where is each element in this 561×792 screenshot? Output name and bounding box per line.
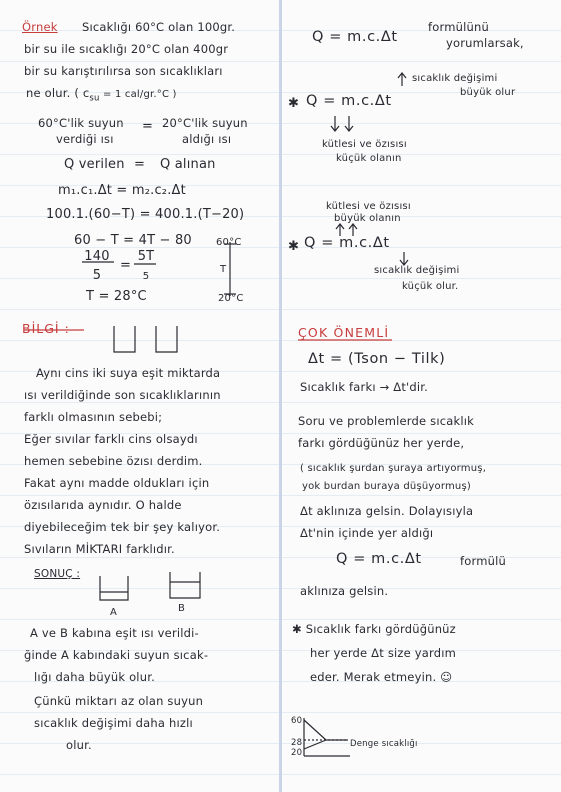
bilgi-title: BİLGİ : (22, 321, 70, 336)
fraction-denominator: 5 (92, 268, 102, 283)
sonuc-title: SONUÇ : (34, 568, 81, 580)
delta-definition: Δt = (Tson − Tilk) (308, 351, 446, 367)
temperature-graph (304, 718, 350, 756)
note-up-2: büyük olur (460, 87, 516, 98)
para-line-5: Δt aklınıza gelsin. Dolayısıyla (300, 504, 474, 518)
equation-3: 60 − T = 4T − 80 (74, 233, 192, 248)
formula-4-note: formülü (460, 554, 506, 568)
arrow-down-icon-2 (400, 252, 408, 265)
bilgi-line-2: ısı verildiğinde son sıcaklıklarının (24, 388, 221, 402)
para-line-2: farkı gördüğünüz her yerde, (298, 436, 465, 450)
given-60-line-1: 60°C'lik suyun (38, 116, 124, 130)
arrow-up-pair-icon (336, 224, 357, 236)
container-1 (114, 326, 135, 352)
ornek-label: Örnek (22, 20, 58, 34)
q-verilen: Q verilen (64, 157, 125, 172)
graph-y-label-60: 60 (291, 716, 303, 726)
q-alinan: Q alınan (160, 157, 216, 172)
bilgi-line-5: hemen sebebine özısı derdim. (24, 454, 203, 468)
star-bullet-1: ✱ (288, 96, 300, 111)
bilgi-line-9: Sıvıların MİKTARI farklıdır. (24, 542, 175, 556)
bilgi-line-3: farklı olmasının sebebi; (24, 410, 163, 424)
para-line-3: ( sıcaklık şurdan şuraya artıyormuş, (300, 463, 487, 474)
container-a (100, 576, 128, 600)
bilgi-line-4: Eğer sıvılar farklı cins olsaydı (24, 432, 198, 446)
problem-line-1: Sıcaklığı 60°C olan 100gr. (82, 20, 236, 34)
bilgi-line-7: özısılarıda aynıdır. O halde (24, 498, 182, 512)
container-2 (156, 326, 177, 352)
cok-onemli-title: ÇOK ÖNEMLİ (298, 325, 390, 340)
bilgi-line-1: Aynı cins iki suya eşit miktarda (36, 366, 221, 380)
note-top3-1: kütlesi ve özısısı (326, 201, 411, 212)
formula-note-2: yorumlarsak, (446, 36, 524, 50)
tip-line-3: eder. Merak etmeyin. ☺ (310, 670, 453, 684)
bilgi-line-6: Fakat aynı madde oldukları için (24, 476, 210, 490)
equation-1: m₁.c₁.Δt = m₂.c₂.Δt (58, 183, 186, 198)
para-line-1: Soru ve problemlerde sıcaklık (298, 414, 475, 428)
problem-line-4: ne olur. ( $c_{su} = 1$ cal/gr.°C ) (26, 86, 177, 104)
equation-2: 100.1.(60−T) = 400.1.(T−20) (46, 207, 245, 222)
fraction-rhs-denominator: 5 (142, 271, 150, 282)
given-20-line-2: aldığı ısı (182, 132, 232, 146)
graph-y-label-28: 28 (291, 738, 303, 748)
bilgi-line-8: diyebileceğim tek bir şey kalıyor. (24, 520, 221, 534)
sonuc-line-4: Çünkü miktarı az olan suyun (34, 694, 204, 708)
star-bullet-2: ✱ (288, 239, 300, 254)
container-b (170, 572, 200, 598)
fraction-rhs-numerator: 5T (137, 249, 155, 264)
graph-cooling-curve (304, 720, 348, 740)
note-top3-2: büyük olanın (334, 213, 401, 224)
note-down-1: kütlesi ve özısısı (322, 139, 407, 150)
given-60-line-2: verdiği ısı (56, 132, 114, 146)
para-line-6: Δt'nin içinde yer aldığı (300, 526, 434, 540)
scale-label-20: 20°C (218, 293, 244, 304)
sonuc-line-2: ğinde A kabındaki suyun sıcak- (24, 648, 209, 662)
sonuc-line-1: A ve B kabına eşit ısı verildi- (30, 626, 199, 640)
given-20-line-1: 20°C'lik suyun (162, 116, 248, 130)
container-label-a: A (110, 607, 118, 618)
sonuc-line-6: olur. (66, 738, 92, 752)
graph-equilibrium-label: Denge sıcaklığı (350, 739, 418, 749)
problem-line-3: bir su karıştırılırsa son sıcaklıkları (24, 64, 223, 78)
tip-line-1: ✱ Sıcaklık farkı gördüğünüz (292, 622, 456, 636)
formula-2: Q = m.c.Δt (306, 93, 392, 109)
note-up-1: sıcaklık değişimi (412, 73, 498, 84)
graph-y-label-20: 20 (291, 748, 303, 758)
note-down-2: küçük olanın (336, 153, 402, 164)
note-bottom3-1: sıcaklık değişimi (374, 265, 460, 276)
formula-4: Q = m.c.Δt (336, 551, 422, 567)
sonuc-line-3: lığı daha büyük olur. (34, 670, 155, 684)
arrow-up-icon (398, 73, 406, 86)
scale-label-60: 60°C (216, 237, 242, 248)
formula-heading: Q = m.c.Δt (312, 29, 398, 45)
equals-sign: = (142, 119, 154, 134)
note-bottom3-2: küçük olur. (402, 281, 459, 292)
scale-label-t: T (220, 264, 227, 275)
para-line-4: yok burdan buraya düşüyormuş) (302, 481, 471, 492)
formula-note-1: formülünü (428, 20, 489, 34)
formula-3: Q = m.c.Δt (304, 235, 390, 251)
fraction-numerator: 140 (84, 249, 110, 264)
arrow-down-icon (331, 116, 353, 131)
container-label-b: B (178, 603, 186, 614)
problem-line-2: bir su ile sıcaklığı 20°C olan 400gr (24, 42, 229, 56)
graph-heating-curve (304, 740, 326, 749)
sonuc-line-5: sıcaklık değişimi daha hızlı (34, 716, 193, 730)
delta-line: Sıcaklık farkı → Δt'dir. (300, 380, 429, 394)
formula-4-tail: aklınıza gelsin. (300, 584, 389, 598)
fraction-equals: = (120, 258, 132, 273)
result-temperature: T = 28°C (86, 289, 147, 304)
tip-line-2: her yerde Δt size yardım (310, 646, 457, 660)
equals-sign-2: = (134, 157, 146, 172)
